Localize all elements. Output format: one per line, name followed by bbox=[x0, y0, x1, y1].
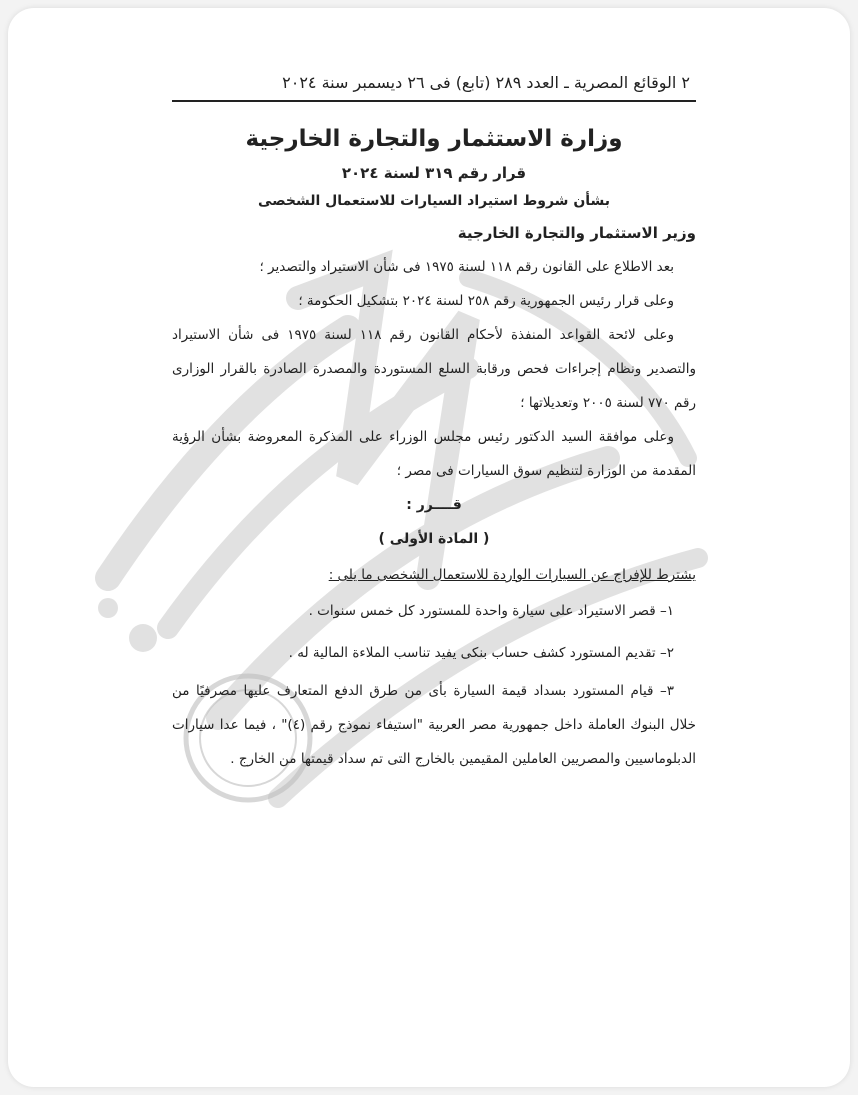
document-body bbox=[172, 70, 696, 776]
condition-item-2: ٢– تقديم المستورد كشف حساب بنكى يفيد تناسب الملاءة المالية له . bbox=[288, 645, 674, 661]
article-title: ( المادة الأولى ) bbox=[378, 531, 490, 547]
condition-intro: يشترط للإفراج عن السيارات الواردة للاستعمال الشخصى ما يلى : bbox=[328, 567, 696, 583]
preamble-paragraph-3: وعلى لائحة القواعد المنفذة لأحكام القانون رقم ١١٨ لسنة ١٩٧٥ فى شأن الاستيراد والتصدير ونظام إجراءات فحص ورقابة السلع المستوردة والمصدرة الصادرة بالقرار الوزارى رقم ٧٧٠ لسنة ٢٠٠٥ وتعديلاتها ؛ bbox=[172, 327, 696, 411]
preamble-paragraph-2: وعلى قرار رئيس الجمهورية رقم ٢٥٨ لسنة ٢٠٢٤ بتشكيل الحكومة ؛ bbox=[298, 293, 674, 309]
running-header: ٢ الوقائع المصرية ـ العدد ٢٨٩ (تابع) فى ٢٦ ديسمبر سنة ٢٠٢٤ bbox=[172, 70, 696, 102]
preamble-paragraph-4: وعلى موافقة السيد الدكتور رئيس مجلس الوزراء على المذكرة المعروضة بشأن الرؤية المقدمة من الوزارة لتنظيم سوق السيارات فى مصر ؛ bbox=[172, 429, 696, 479]
decree-subject: بشأن شروط استيراد السيارات للاستعمال الشخصى bbox=[257, 193, 611, 209]
ministry-title: وزارة الاستثمار والتجارة الخارجية bbox=[245, 126, 623, 152]
document-page bbox=[8, 8, 850, 1087]
condition-item-3: ٣– قيام المستورد بسداد قيمة السيارة بأى من طرق الدفع المتعارف عليها مصرفيًا من خلال البنوك العاملة داخل جمهورية مصر العربية "استيفاء نموذج رقم (٤)" ، فيما عدا سيارات الدبلوماسيين والمصريين العاملين المقيمين بالخارج التى تم سداد قيمتها من الخارج . bbox=[172, 683, 696, 767]
condition-item-1: ١– قصر الاستيراد على سيارة واحدة للمستورد كل خمس سنوات . bbox=[308, 603, 674, 619]
minister-heading: وزير الاستثمار والتجارة الخارجية bbox=[457, 224, 696, 242]
decided-heading: قــــرر : bbox=[406, 497, 462, 513]
preamble-paragraph-1: بعد الاطلاع على القانون رقم ١١٨ لسنة ١٩٧٥ فى شأن الاستيراد والتصدير ؛ bbox=[259, 259, 674, 275]
decree-number: قرار رقم ٣١٩ لسنة ٢٠٢٤ bbox=[341, 164, 527, 182]
